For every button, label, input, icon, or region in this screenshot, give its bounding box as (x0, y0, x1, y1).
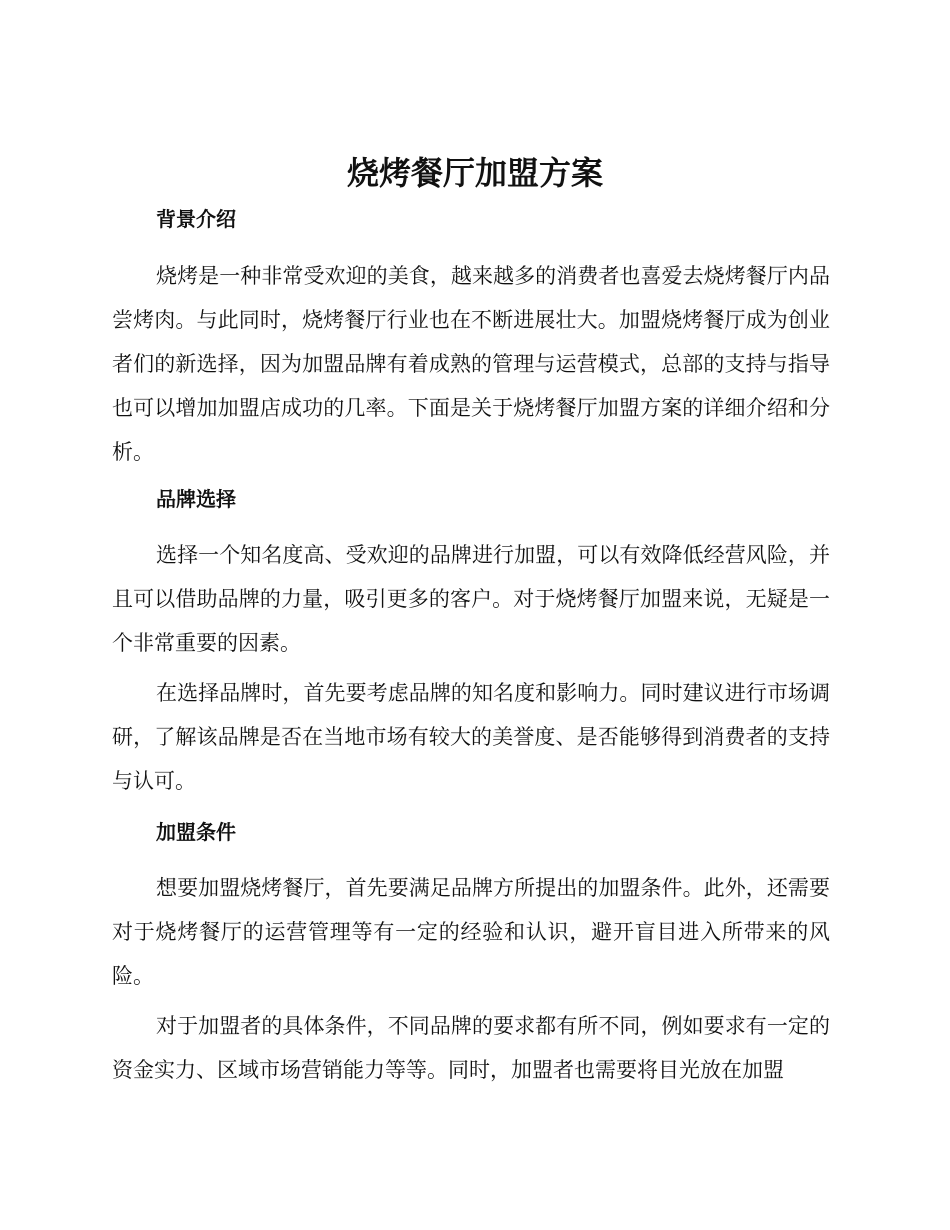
paragraph-brand-choice-2: 在选择品牌时，首先要考虑品牌的知名度和影响力。同时建议进行市场调研，了解该品牌是否在当地市场有较大的美誉度、是否能够得到消费者的支持与认可。 (112, 681, 830, 793)
section-heading-background: 背景介绍 (156, 207, 236, 231)
paragraph-franchise-conditions-2: 对于加盟者的具体条件，不同品牌的要求都有所不同，例如要求有一定的资金实力、区域市场营销能力等等。同时，加盟者也需要将目光放在加盟 (112, 1014, 830, 1082)
paragraph-background-1: 烧烤是一种非常受欢迎的美食，越来越多的消费者也喜爱去烧烤餐厅内品尝烤肉。与此同时，烧烤餐厅行业也在不断进展壮大。加盟烧烤餐厅成为创业者们的新选择，因为加盟品牌有着成熟的管理与运营模式，总部的支持与指导也可以增加加盟店成功的几率。下面是关于烧烤餐厅加盟方案的详细介绍和分析。 (112, 264, 830, 464)
paragraph-franchise-conditions-1: 想要加盟烧烤餐厅，首先要满足品牌方所提出的加盟条件。此外，还需要对于烧烤餐厅的运营管理等有一定的经验和认识，避开盲目进入所带来的风险。 (112, 876, 830, 988)
section-heading-brand-choice: 品牌选择 (156, 487, 236, 511)
document-title: 烧烤餐厅加盟方案 (346, 154, 603, 192)
section-heading-franchise-conditions: 加盟条件 (156, 820, 236, 844)
paragraph-brand-choice-1: 选择一个知名度高、受欢迎的品牌进行加盟，可以有效降低经营风险，并且可以借助品牌的力量，吸引更多的客户。对于烧烤餐厅加盟来说，无疑是一个非常重要的因素。 (112, 543, 830, 655)
